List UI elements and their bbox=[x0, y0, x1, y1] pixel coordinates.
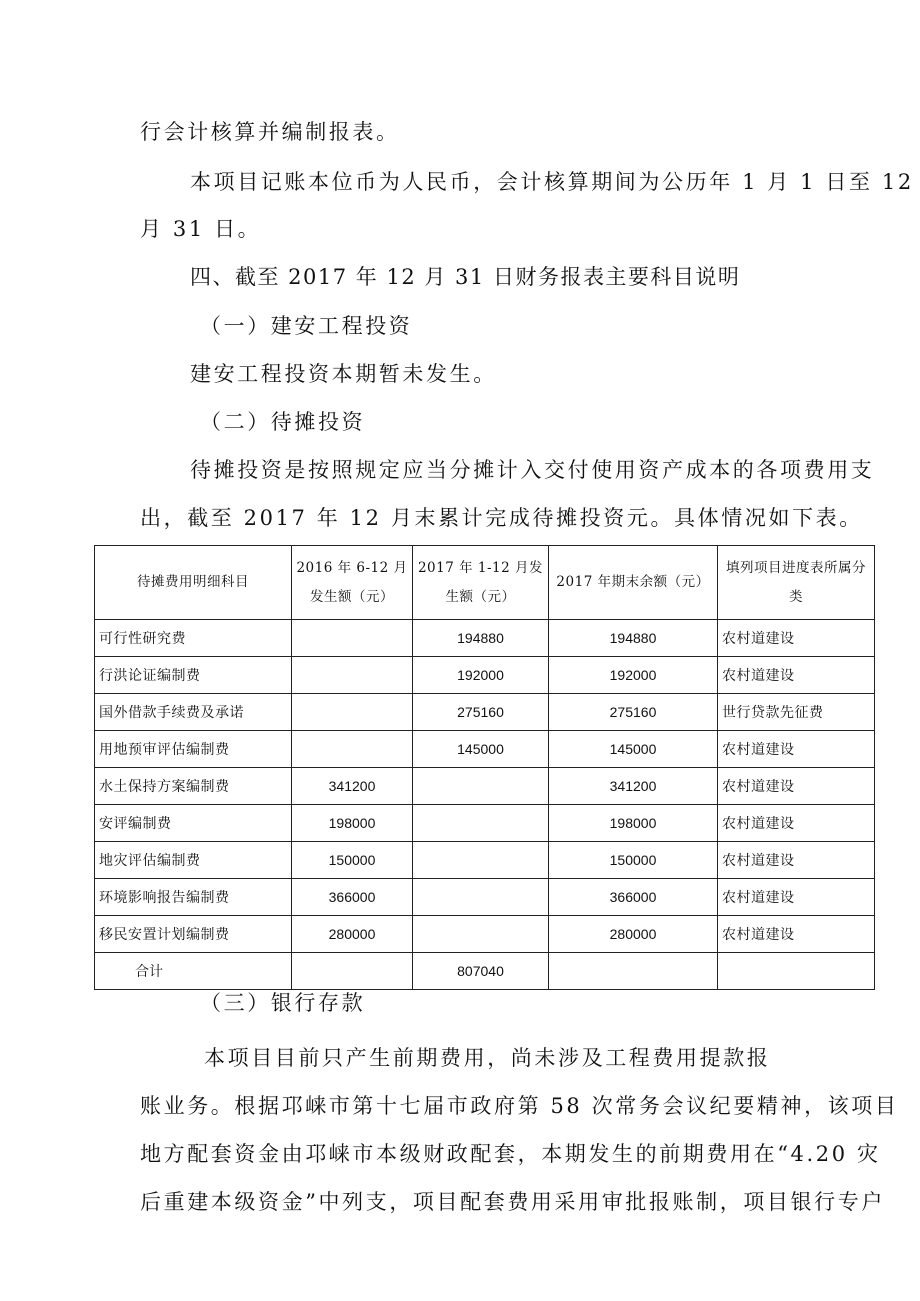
item-name: 环境影响报告编制费 bbox=[95, 879, 292, 916]
paragraph-line: 地方配套资金由邛崃市本级财政配套，本期发生的前期费用在“4.20 灾 bbox=[140, 1142, 881, 1166]
table-header-row bbox=[95, 546, 875, 620]
header-cell: 2016 年 6-12 月发生额（元） bbox=[292, 546, 413, 620]
total-2017: 807040 bbox=[413, 953, 549, 990]
closing-balance: 198000 bbox=[549, 805, 718, 842]
amount-2016: 280000 bbox=[292, 916, 413, 953]
amount-2017 bbox=[413, 842, 549, 879]
closing-balance: 275160 bbox=[549, 694, 718, 731]
closing-balance: 194880 bbox=[549, 620, 718, 657]
header-cell: 填列项目进度表所属分类 bbox=[718, 546, 875, 620]
paragraph-line: 账业务。根据邛崃市第十七届市政府第 58 次常务会议纪要精神，该项目 bbox=[140, 1094, 899, 1118]
item-name: 可行性研究费 bbox=[95, 620, 292, 657]
amount-2017: 145000 bbox=[413, 731, 549, 768]
paragraph-line: 待摊投资是按照规定应当分摊计入交付使用资产成本的各项费用支 bbox=[190, 458, 875, 482]
table-row bbox=[95, 620, 875, 657]
amount-2017: 194880 bbox=[413, 620, 549, 657]
item-name: 行洪论证编制费 bbox=[95, 657, 292, 694]
progress-category: 农村道建设 bbox=[718, 805, 875, 842]
paragraph-line: 本项目记账本位币为人民币，会计核算期间为公历年 1 月 1 日至 12 bbox=[190, 170, 914, 194]
item-name: 国外借款手续费及承诺 bbox=[95, 694, 292, 731]
paragraph-line: 行会计核算并编制报表。 bbox=[140, 120, 400, 144]
table-row bbox=[95, 731, 875, 768]
amount-2016: 198000 bbox=[292, 805, 413, 842]
amount-2017: 275160 bbox=[413, 694, 549, 731]
item-name: 移民安置计划编制费 bbox=[95, 916, 292, 953]
closing-balance: 280000 bbox=[549, 916, 718, 953]
table-total-row bbox=[95, 953, 875, 990]
progress-category: 农村道建设 bbox=[718, 657, 875, 694]
progress-category: 农村道建设 bbox=[718, 916, 875, 953]
table-row bbox=[95, 657, 875, 694]
item-name: 安评编制费 bbox=[95, 805, 292, 842]
table-row bbox=[95, 879, 875, 916]
item-name: 水土保持方案编制费 bbox=[95, 768, 292, 805]
table-row bbox=[95, 916, 875, 953]
closing-balance: 366000 bbox=[549, 879, 718, 916]
total-category bbox=[718, 953, 875, 990]
header-cell: 待摊费用明细科目 bbox=[95, 546, 292, 620]
item-name: 地灾评估编制费 bbox=[95, 842, 292, 879]
table-row bbox=[95, 805, 875, 842]
total-2016 bbox=[292, 953, 413, 990]
closing-balance: 341200 bbox=[549, 768, 718, 805]
progress-category: 农村道建设 bbox=[718, 842, 875, 879]
table-row bbox=[95, 842, 875, 879]
item-name: 用地预审评估编制费 bbox=[95, 731, 292, 768]
closing-balance: 192000 bbox=[549, 657, 718, 694]
amount-2017 bbox=[413, 916, 549, 953]
amount-2016 bbox=[292, 657, 413, 694]
progress-category: 农村道建设 bbox=[718, 731, 875, 768]
amount-2017 bbox=[413, 879, 549, 916]
paragraph-line: 出，截至 2017 年 12 月末累计完成待摊投资元。具体情况如下表。 bbox=[140, 506, 863, 530]
progress-category: 农村道建设 bbox=[718, 768, 875, 805]
amount-2017 bbox=[413, 805, 549, 842]
subsection-heading: （三）银行存款 bbox=[200, 991, 366, 1015]
subsection-heading: （二）待摊投资 bbox=[200, 410, 366, 434]
progress-category: 农村道建设 bbox=[718, 879, 875, 916]
paragraph-line: 后重建本级资金”中列支，项目配套费用采用审批报账制，项目银行专户 bbox=[140, 1190, 885, 1214]
closing-balance: 145000 bbox=[549, 731, 718, 768]
header-cell: 2017 年期末余额（元） bbox=[549, 546, 718, 620]
subsection-heading: （一）建安工程投资 bbox=[200, 314, 413, 338]
amount-2016 bbox=[292, 620, 413, 657]
amount-2017: 192000 bbox=[413, 657, 549, 694]
total-label: 合计 bbox=[95, 953, 292, 990]
amount-2016: 366000 bbox=[292, 879, 413, 916]
amount-2016 bbox=[292, 694, 413, 731]
section-heading: 四、截至 2017 年 12 月 31 日财务报表主要科目说明 bbox=[190, 265, 741, 289]
header-cell: 2017 年 1-12 月发生额（元） bbox=[413, 546, 549, 620]
amount-2016: 150000 bbox=[292, 842, 413, 879]
deferred-cost-table bbox=[94, 545, 875, 990]
amount-2016 bbox=[292, 731, 413, 768]
table-row bbox=[95, 768, 875, 805]
amount-2016: 341200 bbox=[292, 768, 413, 805]
progress-category: 农村道建设 bbox=[718, 620, 875, 657]
paragraph-line: 月 31 日。 bbox=[140, 217, 262, 241]
total-balance bbox=[549, 953, 718, 990]
progress-category: 世行贷款先征费 bbox=[718, 694, 875, 731]
paragraph-line: 建安工程投资本期暂未发生。 bbox=[190, 362, 497, 386]
table-row bbox=[95, 694, 875, 731]
paragraph-line: 本项目目前只产生前期费用，尚未涉及工程费用提款报 bbox=[204, 1046, 771, 1070]
amount-2017 bbox=[413, 768, 549, 805]
closing-balance: 150000 bbox=[549, 842, 718, 879]
